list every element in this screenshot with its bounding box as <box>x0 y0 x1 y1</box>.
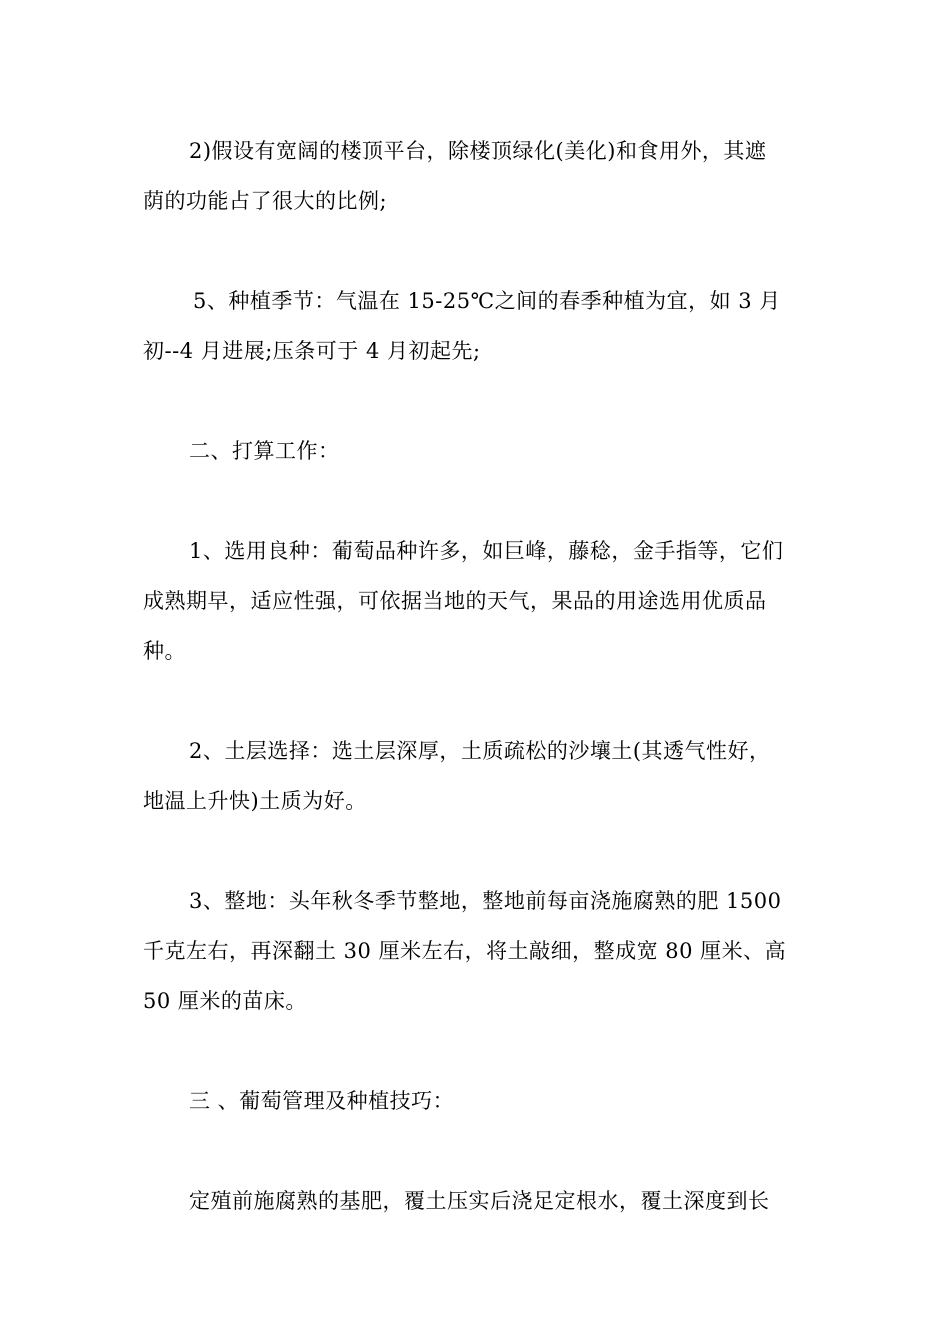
paragraph-soil-line-2: 地温上升快)土质为好。 <box>143 789 367 813</box>
paragraph-land-prep-line-2: 千克左右，再深翻土 30 厘米左右，将土敲细，整成宽 80 厘米、高 <box>143 939 787 963</box>
paragraph-roof-platform-line-2: 荫的功能占了很大的比例; <box>143 189 388 213</box>
section-heading-preparation: 二、打算工作： <box>189 439 340 463</box>
paragraph-variety-line-3: 种。 <box>143 639 186 663</box>
paragraph-roof-platform-line-1: 2)假设有宽阔的楼顶平台，除楼顶绿化(美化)和食用外，其遮 <box>189 139 767 163</box>
paragraph-planting-season-line-1: 5、种植季节：气温在 15-25℃之间的春季种植为宜，如 3 月 <box>193 289 781 313</box>
section-heading-management: 三 、葡萄管理及种植技巧： <box>189 1089 455 1113</box>
paragraph-variety-line-2: 成熟期早，适应性强，可依据当地的天气，果品的用途选用优质品 <box>143 589 767 613</box>
paragraph-variety-line-1: 1、选用良种：葡萄品种许多，如巨峰，藤稔，金手指等，它们 <box>189 539 784 563</box>
paragraph-land-prep-line-3: 50 厘米的苗床。 <box>143 989 307 1013</box>
paragraph-soil-line-1: 2、土层选择：选土层深厚，土质疏松的沙壤土(其透气性好， <box>189 739 771 763</box>
paragraph-land-prep-line-1: 3、整地：头年秋冬季节整地，整地前每亩浇施腐熟的肥 1500 <box>189 889 782 913</box>
paragraph-planting-line-1: 定殖前施腐熟的基肥，覆土压实后浇足定根水，覆土深度到长 <box>189 1189 770 1213</box>
paragraph-planting-season-line-2: 初--4 月进展;压条可于 4 月初起先; <box>143 339 481 363</box>
